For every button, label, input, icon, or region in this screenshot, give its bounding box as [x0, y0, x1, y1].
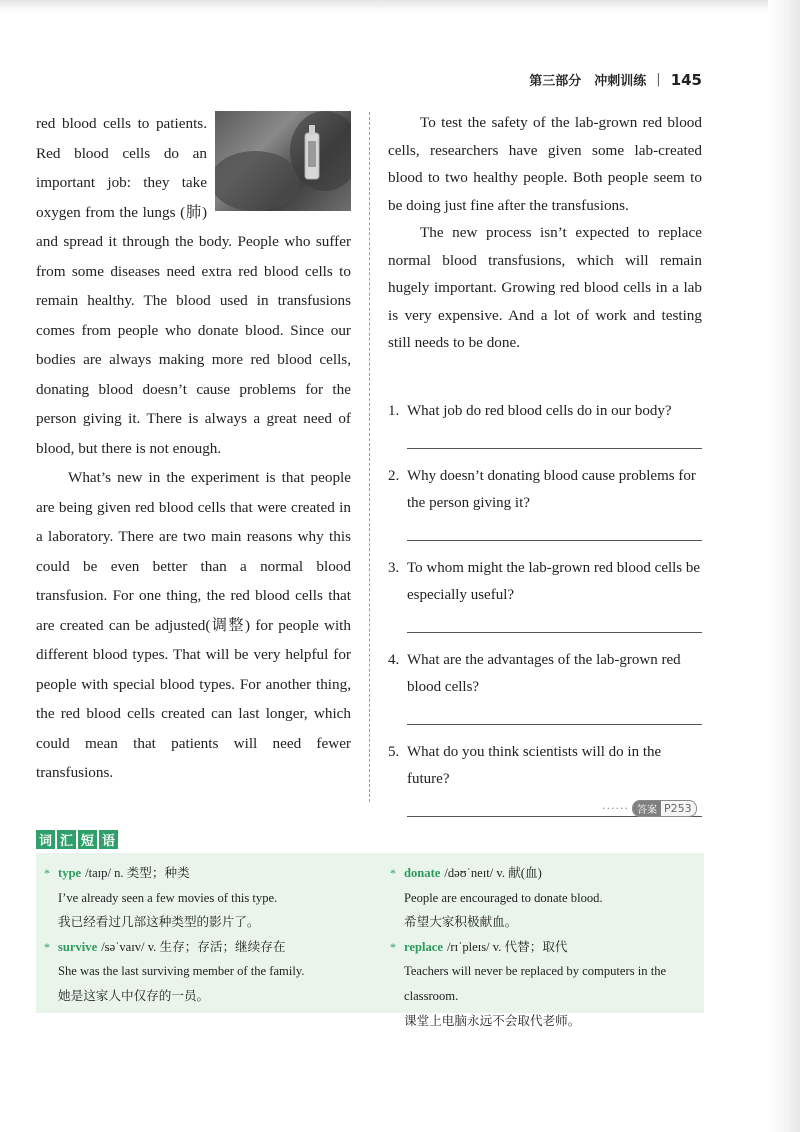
vocab-definition: /taɪp/ n. 类型；种类 [85, 866, 190, 880]
vocab-column-left [44, 861, 344, 1009]
vocab-definition: /səˈvaɪv/ v. 生存；存活；继续存在 [101, 939, 286, 954]
left-paragraph-2: What’s new in the experiment is that people are being given red blood cells that were created in a laboratory. There are two main reasons why this could be even better than a normal blood transfusion. For one thing, the red blood cells that are created can be adjusted(调整) for people with different blood types. That will be very helpful for people with special blood types. For another thing, the red blood cells created can last longer, which could mean that patients will need fewer transfusions. [36, 469, 351, 781]
page-edge-top [0, 0, 800, 14]
answer-line[interactable] [407, 520, 702, 541]
vocab-example-zh: 希望大家积极献血。 [404, 915, 518, 930]
answer-line[interactable] [407, 428, 702, 449]
question-number: 2. [388, 467, 400, 484]
right-paragraph-2: The new process isn’t expected to replace normal blood transfusions, which will remain hugely important. Growing red blood cells in a lab is very expensive. And a lot of work and testing still needs to be done. [388, 224, 702, 351]
vocab-example-zh: 我已经看过几部这种类型的影片了。 [58, 915, 260, 930]
question-item [388, 555, 702, 633]
question-item [388, 647, 702, 725]
vocab-entry [44, 935, 344, 1009]
vocab-box [36, 853, 704, 1028]
question-list [388, 398, 702, 831]
blood-bag-photo [215, 111, 351, 211]
left-column [36, 109, 351, 788]
answer-reference [602, 800, 697, 817]
vocab-definition: /dəʊˈneɪt/ v. 献(血) [444, 866, 542, 880]
answer-line[interactable] [407, 704, 702, 725]
vocab-word: donate [404, 866, 441, 880]
right-column [388, 109, 702, 357]
vocab-word: type [58, 866, 82, 880]
answer-line[interactable] [407, 612, 702, 633]
vocab-title-char: 汇 [57, 830, 76, 849]
question-number: 3. [388, 559, 400, 576]
vocab-word: survive [58, 939, 98, 954]
question-number: 4. [388, 651, 400, 668]
vocab-example-zh: 她是这家人中仅存的一员。 [58, 988, 210, 1003]
vocab-word: replace [404, 939, 443, 954]
question-text: What job do red blood cells do in our body? [407, 403, 672, 419]
question-number: 1. [388, 403, 400, 419]
question-text: Why doesn’t donating blood cause problems for the person giving it? [407, 467, 696, 511]
star-icon: * [44, 866, 50, 880]
vocab-entry [390, 861, 690, 935]
question-item [388, 398, 702, 449]
page-number: 145 [670, 70, 702, 89]
vocab-title-char: 短 [78, 830, 97, 849]
header-separator: | [656, 72, 661, 87]
page-header [529, 70, 702, 89]
column-divider [369, 112, 370, 802]
answer-page: P253 [663, 802, 692, 815]
leader-dots: ······ [602, 802, 629, 815]
question-text: What are the advantages of the lab-grown red blood cells? [407, 651, 681, 695]
left-paragraph-1: red blood cells to patients. Red blood cells do an important job: they take oxygen from the lungs (肺) and spread it through the body. People who suffer from some diseases need extra red blood cells to remain healthy. The blood used in transfusions comes from people who donate blood. Since our bodies are always making more red blood cells, donating blood doesn’t cause problems for the person giving it. There is always a great need of blood, but there is not enough. [36, 115, 351, 457]
vocab-column-right [390, 861, 690, 1033]
star-icon: * [390, 866, 396, 880]
vocab-example-en: Teachers will never be replaced by computers in the classroom. [404, 964, 667, 1003]
vocab-entry [44, 861, 344, 935]
page-edge-right [768, 0, 800, 1132]
right-paragraph-1: To test the safety of the lab-grown red blood cells, researchers have given some lab-created blood to two healthy people. Both people seem to be doing just fine after the transfusions. [388, 114, 702, 214]
star-icon: * [390, 939, 396, 954]
star-icon: * [44, 939, 50, 954]
question-number: 5. [388, 743, 400, 760]
question-item [388, 463, 702, 541]
answer-tag: 答案 [633, 801, 661, 816]
vocab-entry [390, 935, 690, 1033]
vocab-example-zh: 课堂上电脑永远不会取代老师。 [404, 1013, 581, 1028]
vocab-example-en: I’ve already seen a few movies of this type. [58, 890, 278, 905]
question-text: What do you think scientists will do in the future? [407, 743, 662, 787]
vocab-example-en: People are encouraged to donate blood. [404, 890, 603, 905]
vocab-example-en: She was the last surviving member of the family. [58, 964, 305, 979]
vocab-title-char: 词 [36, 830, 55, 849]
section-title: 第三部分 冲刺训练 [529, 74, 647, 89]
answer-badge [632, 800, 697, 817]
vocab-title-char: 语 [99, 830, 118, 849]
vocab-definition: /rɪˈpleɪs/ v. 代替；取代 [446, 939, 568, 954]
vocab-title [36, 830, 118, 849]
question-text: To whom might the lab-grown red blood cells be especially useful? [407, 559, 701, 603]
